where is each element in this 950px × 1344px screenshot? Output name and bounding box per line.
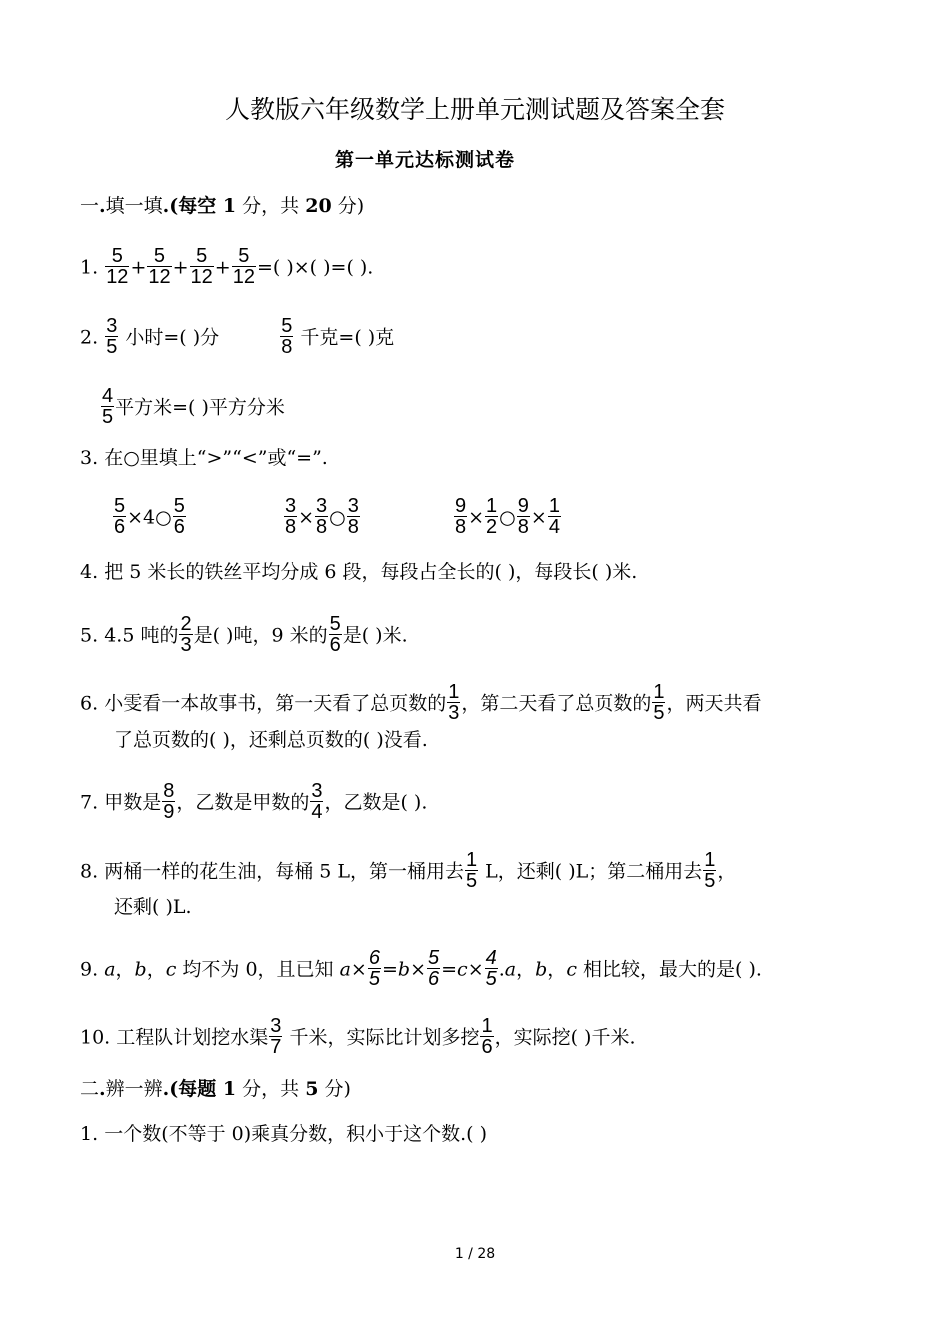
question-number: 3. [80,447,99,469]
fraction: $\frac{5}{12}$ [106,245,129,288]
question-number: 9. [80,958,99,981]
section-1-dot: . [99,195,106,217]
var-c: c [566,958,577,981]
question-8-part-1: 两桶一样的花生油，每桶 5 L，第一桶用去 [104,860,464,883]
fraction: $\frac{3}{7}$ [270,1015,282,1058]
question-4 [80,558,637,586]
operator: ○ [329,506,346,529]
question-7-part-1: 甲数是 [104,791,162,814]
section-1-total: 20 [305,195,332,217]
question-number: 4. [80,561,99,583]
var-b: b [397,958,411,981]
operator: ○ [499,506,516,529]
question-1-blanks: =( )×( )=( ). [256,256,374,279]
question-6 [80,681,762,725]
plus-sign: + [214,256,231,279]
question-2-part-3: 平方米=( )平方分米 [115,396,285,419]
fraction: $\frac{3}{4}$ [311,780,323,823]
var-a: a [104,958,116,981]
question-4-text: 把 5 米长的铁丝平均分成 6 段，每段占全长的( )，每段长( )米. [104,561,638,583]
question-6-part-3: ，两天共看 [666,692,762,715]
var-b: b [134,958,147,981]
fraction: $\frac{5}{6}$ [173,495,185,538]
fraction: $\frac{5}{12}$ [232,245,255,288]
comma: ， [146,958,166,981]
var-b: b [535,958,548,981]
question-number: 1. [80,256,99,279]
fraction: $\frac{9}{8}$ [517,495,529,538]
question-8-line-2: 还剩( )L. [114,896,192,918]
question-7 [80,780,428,824]
section-2-paren: .(每题 [162,1078,223,1100]
var-a: a [339,958,351,981]
question-number: 7. [80,791,99,814]
fraction: $\frac{5}{8}$ [281,315,293,358]
question-1 [80,245,374,289]
question-9 [80,947,762,991]
equals-sign: = [381,958,398,981]
operator: × [298,506,315,529]
fraction: $\frac{5}{6}$ [329,613,341,656]
fraction: $\frac{4}{5}$ [102,385,114,428]
question-3 [80,444,328,472]
operator: × [530,506,547,529]
var-c: c [457,958,468,981]
times-sign: × [467,958,484,981]
question-number: 1. [80,1123,99,1145]
fraction: $\frac{1}{5}$ [653,681,665,724]
question-10-part-3: ，实际挖( )千米. [494,1026,636,1049]
section-1-points: 1 [222,195,237,217]
period: . [498,958,505,981]
question-8-part-3: ， [717,860,737,883]
fraction: $\frac{3}{8}$ [347,495,359,538]
question-2-part-1: 小时=( )分 [119,326,220,349]
question-6-part-1: 小雯看一本故事书，第一天看了总页数的 [104,692,447,715]
fraction: $\frac{8}{9}$ [163,780,175,823]
section-1-header [80,192,364,220]
section-1-paren: .(每空 [162,195,223,217]
section-2-end: 分) [318,1078,351,1100]
section-2-dot: . [99,1078,106,1100]
fraction: $\frac{1}{5}$ [704,849,716,892]
section-2-name: 辨一辨 [105,1078,163,1100]
judgement-question-1 [80,1120,487,1148]
fraction: $\frac{5}{6}$ [427,947,440,990]
fraction: $\frac{2}{3}$ [180,613,192,656]
section-1-prefix: 一 [80,195,100,217]
fraction: $\frac{1}{5}$ [465,849,478,892]
times-sign: × [410,958,426,981]
question-5-part-3: 是( )米. [342,624,408,647]
fraction: $\frac{6}{5}$ [368,947,380,990]
operator: ×4○ [127,506,172,529]
fraction: $\frac{3}{8}$ [316,495,328,538]
plus-sign: + [130,256,147,279]
question-5 [80,613,408,657]
compare-expression-3 [453,495,562,539]
question-6-part-2: ，第二天看了总页数的 [461,692,652,715]
plus-sign: + [172,256,189,279]
fraction: $\frac{5}{12}$ [190,245,213,288]
comma: ， [115,958,135,981]
judgement-question-1-text: 一个数(不等于 0)乘真分数，积小于这个数.( ) [104,1123,488,1145]
fraction: $\frac{5}{12}$ [148,245,171,288]
question-5-part-2: 是( )吨，9 米的 [193,624,328,647]
fraction: $\frac{1}{2}$ [486,495,498,538]
section-2-points: 1 [222,1078,237,1100]
fraction: $\frac{1}{6}$ [481,1015,493,1058]
question-number: 10. [80,1026,111,1049]
question-10 [80,1015,636,1059]
question-7-part-3: ，乙数是( ). [324,791,428,814]
question-number: 5. [80,624,99,647]
var-a: a [504,958,517,981]
fraction: $\frac{1}{3}$ [448,681,460,724]
question-number: 8. [80,860,99,883]
section-2-mid: 分，共 [236,1078,306,1100]
question-10-part-2: 千米，实际比计划多挖 [283,1026,480,1049]
question-2-part-2: 千克=( )克 [294,326,395,349]
question-3-text: 在○里填上“>”“<”或“=”. [104,447,328,469]
section-2-header [80,1075,351,1103]
question-8 [80,849,737,893]
question-9-part-1: 均不为 0，且已知 [176,958,340,981]
section-1-end: 分) [331,195,365,217]
question-number: 2. [80,326,99,349]
fraction: $\frac{3}{8}$ [285,495,297,538]
fraction: $\frac{1}{4}$ [548,495,560,538]
page-title: 人教版六年级数学上册单元测试题及答案全套 [224,95,725,124]
question-7-part-2: ，乙数是甲数的 [176,791,310,814]
question-number: 6. [80,692,99,715]
fraction: $\frac{3}{5}$ [106,315,118,358]
section-1-name: 填一填 [105,195,163,217]
fraction: $\frac{9}{8}$ [455,495,467,538]
compare-expression-1 [112,495,187,539]
comma: ， [547,958,567,981]
comma: ， [516,958,536,981]
section-1-mid: 分，共 [236,195,306,217]
fraction: $\frac{5}{6}$ [114,495,126,538]
question-8-part-2: L，还剩( )L；第二桶用去 [479,860,703,883]
section-2-total: 5 [305,1078,319,1100]
fraction: $\frac{4}{5}$ [485,947,497,990]
question-6-line-2: 了总页数的( )，还剩总页数的( )没看. [114,729,428,751]
section-2-prefix: 二 [80,1078,100,1100]
question-10-part-1: 工程队计划挖水渠 [116,1026,269,1049]
operator: × [468,506,485,529]
times-sign: × [350,958,367,981]
question-9-part-2: 相比较，最大的是( ). [576,958,762,981]
page-number: 1 / 28 [454,1246,496,1262]
unit-subtitle: 第一单元达标测试卷 [334,149,515,171]
question-2 [80,315,395,359]
var-c: c [165,958,177,981]
compare-expression-2 [283,495,361,539]
question-5-part-1: 4.5 吨的 [104,624,179,647]
equals-sign: = [441,958,458,981]
question-2-line-2 [100,385,285,429]
